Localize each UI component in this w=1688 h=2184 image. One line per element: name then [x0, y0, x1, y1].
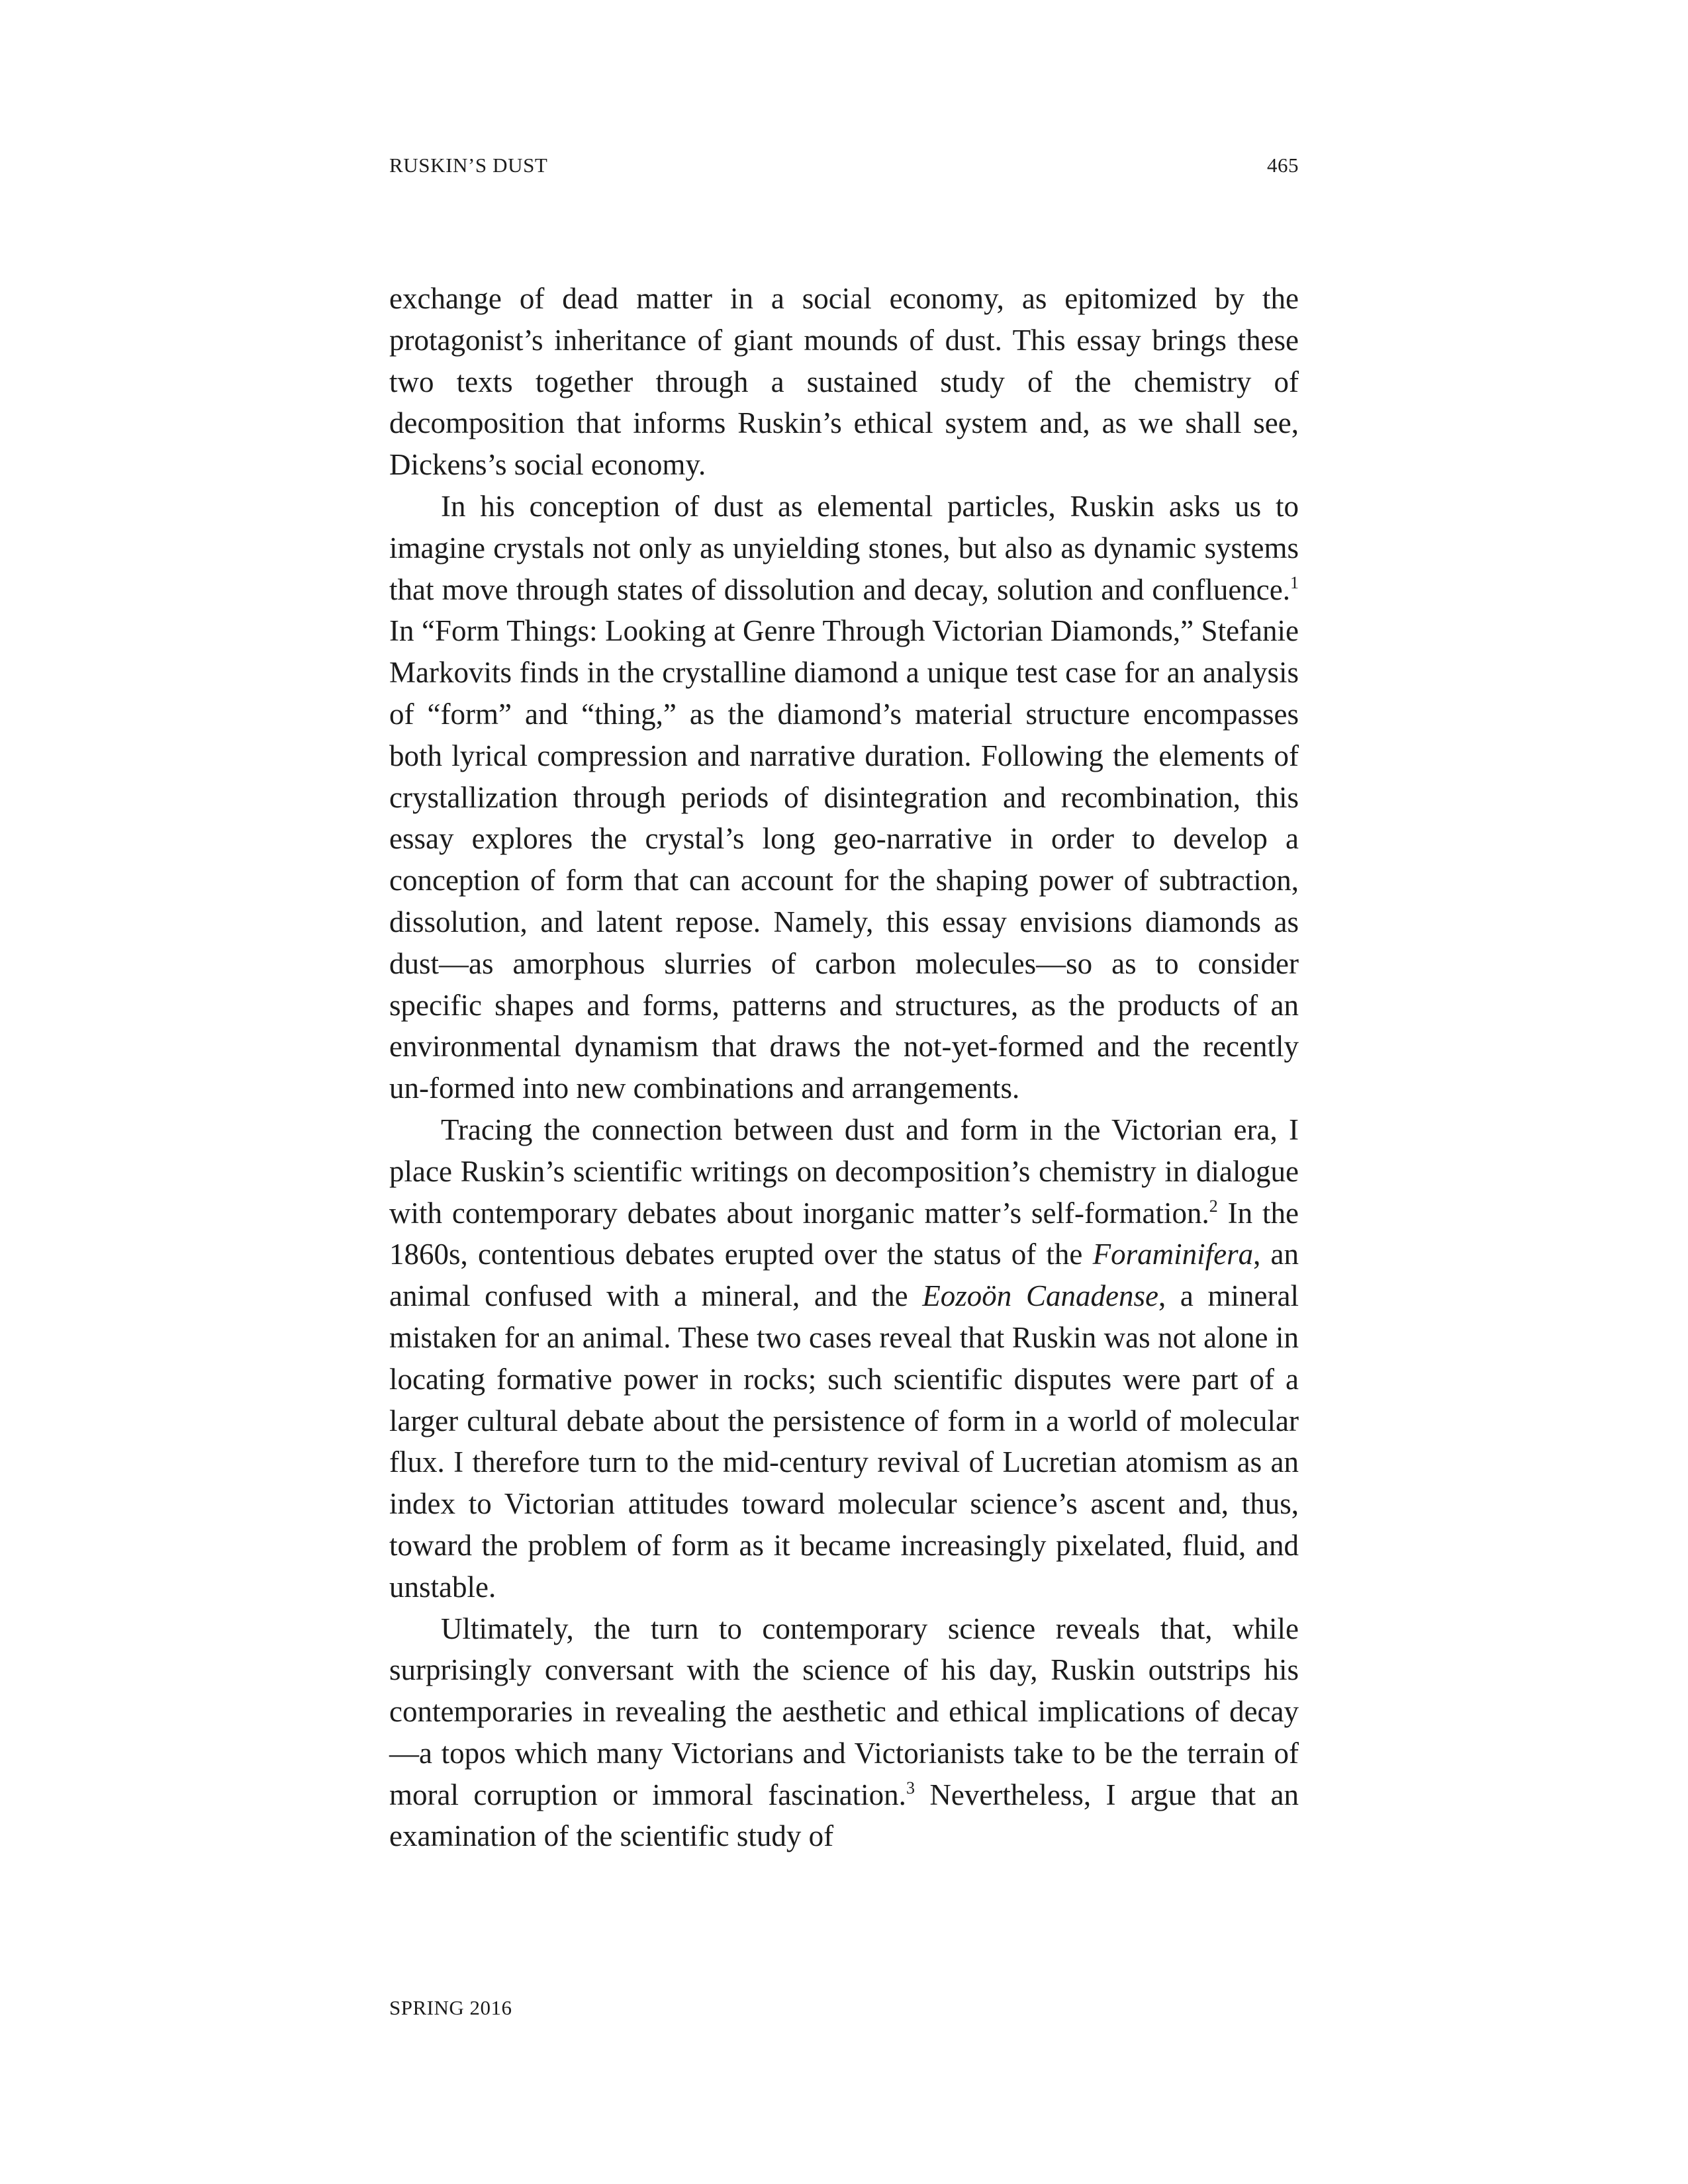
paragraph-1-text: exchange of dead matter in a social economy, as epitomized by the protagonist’s inheritance of giant mounds of dust. This essay brings these two texts together through a sustained study of the chemistry of decomposition that informs Ruskin’s ethical system and, as we shall see, Dickens’s social economy. [389, 282, 1299, 482]
paragraph-3 [389, 1109, 1299, 1608]
footnote-marker-3[interactable]: 3 [906, 1778, 915, 1797]
footnote-marker-1[interactable]: 1 [1290, 572, 1299, 592]
article-body [389, 278, 1299, 1857]
issue-footer: SPRING 2016 [389, 1996, 512, 2019]
paragraph-4 [389, 1608, 1299, 1858]
paragraph-3-text-d: , a mineral mistaken for an animal. These two cases reveal that Ruskin was not alone in locating formative power in rocks; such scientific disputes were part of a larger cultural debate about the persistence of form in a world of molecular flux. I therefore turn to the mid-century revival of Lucretian atomism as an index to Victorian attitudes toward molecular science’s ascent and, thus, toward the problem of form as it became increasingly pixelated, fluid, and unstable. [389, 1279, 1299, 1604]
italic-term-eozoon: Eozoön Canadense [922, 1279, 1158, 1313]
footnote-marker-2[interactable]: 2 [1209, 1196, 1218, 1216]
paragraph-2-text-a: In his conception of dust as elemental particles, Ruskin asks us to imagine crystals not only as unyielding stones, but also as dynamic systems that move through states of dissolution and decay, solution and confluence. [389, 489, 1299, 606]
page-number: 465 [1267, 154, 1299, 177]
paragraph-1 [389, 278, 1299, 486]
italic-term-foraminifera: Foraminifera [1092, 1238, 1254, 1271]
paragraph-3-text-c: , an animal confused with a mineral, and the [389, 1238, 1299, 1313]
running-title: RUSKIN’S DUST [389, 154, 548, 177]
paragraph-3-text-b: In the 1860s, contentious debates erupted over the status of the [389, 1196, 1299, 1271]
paragraph-4-text-a: Ultimately, the turn to contemporary science reveals that, while surprisingly conversant with the science of his day, Ruskin outstrips his contemporaries in revealing the aesthetic and ethical implications of decay—a topos which many Victorians and Victorianists take to be the terrain of moral corruption or immoral fascination. [389, 1612, 1299, 1811]
paragraph-4-text-b: Nevertheless, I argue that an examination of the scientific study of [389, 1778, 1299, 1853]
paragraph-3-text-a: Tracing the connection between dust and form in the Victorian era, I place Ruskin’s scientific writings on decomposition’s chemistry in dialogue with contemporary debates about inorganic matter’s self-formation. [389, 1113, 1299, 1230]
paragraph-2 [389, 486, 1299, 1109]
paragraph-2-text-b: In “Form Things: Looking at Genre Through Victorian Diamonds,” Stefanie Markovits finds in the crystalline diamond a unique test case for an analysis of “form” and “thing,” as the diamond’s material structure encompasses both lyrical compression and narrative duration. Following the elements of crystallization through periods of disintegration and recombination, this essay explores the crystal’s long geo-narrative in order to develop a conception of form that can account for the shaping power of subtraction, dissolution, and latent repose. Namely, this essay envisions diamonds as dust—as amorphous slurries of carbon molecules—so as to consider specific shapes and forms, patterns and structures, as the products of an environmental dynamism that draws the not-yet-formed and the recently un-formed into new combinations and arrangements. [389, 614, 1299, 1105]
running-head [389, 154, 1299, 177]
